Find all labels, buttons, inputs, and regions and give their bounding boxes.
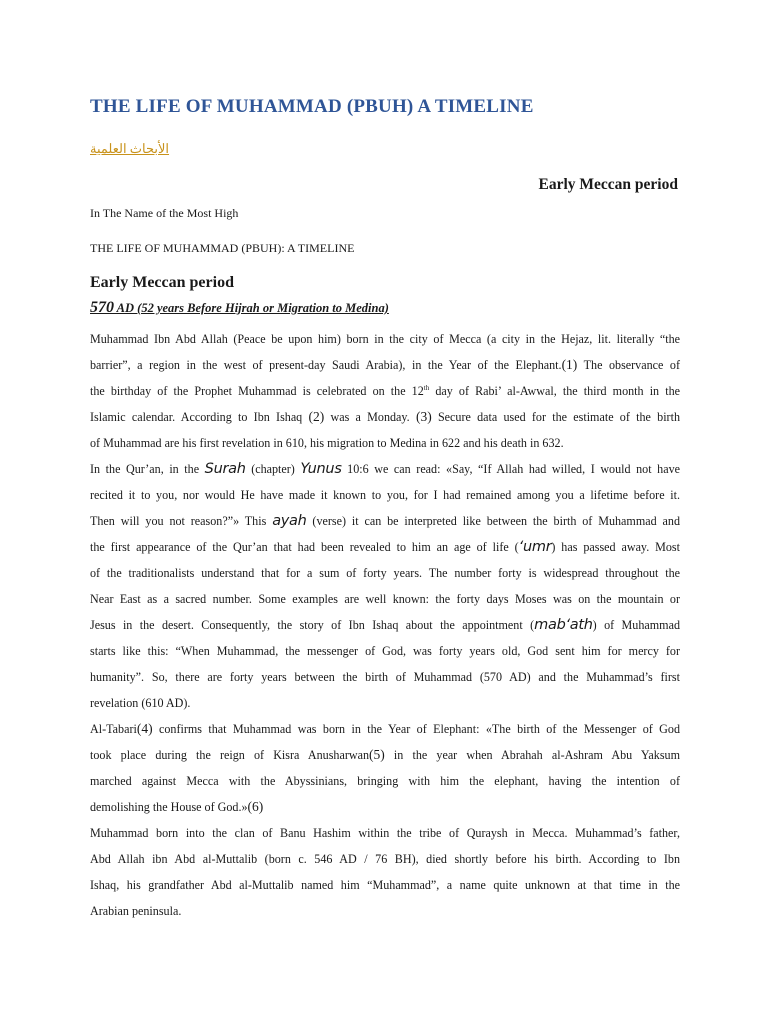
paragraph-2-line: Jesus in the desert. Consequently, the story of Ibn Ishaq about the appointment (mab‘ath) of Muhammad bbox=[90, 617, 681, 633]
paragraph-2-line: humanity”. So, there are forty years between the birth of Muhammad (570 AD) and the Muhammad’s first bbox=[90, 670, 680, 684]
paragraph-2-line: recited it to you, nor would He have made it known to you, for I had remained among you a lifetime before it. bbox=[90, 488, 680, 502]
section-heading: Early Meccan period bbox=[90, 274, 234, 291]
paragraph-2-line: In the Qur’an, in the Surah (chapter) Yunus 10:6 we can read: «Say, “If Allah had willed, I would not have bbox=[90, 461, 681, 477]
document-title: THE LIFE OF MUHAMMAD (PBUH) A TIMELINE bbox=[90, 96, 534, 117]
paragraph-2-line: of the traditionalists understand that for a sum of forty years. The number forty is widespread throughout the bbox=[90, 566, 680, 580]
subtitle-line: THE LIFE OF MUHAMMAD (PBUH): A TIMELINE bbox=[90, 241, 355, 255]
body-text bbox=[90, 326, 680, 924]
paragraph-1-line: Muhammad Ibn Abd Allah (Peace be upon him) born in the city of Mecca (a city in the Hejaz, lit. literally “the bbox=[90, 332, 680, 346]
paragraph-2-line: revelation (610 AD). bbox=[90, 696, 191, 710]
paragraphs bbox=[90, 326, 680, 924]
date-heading-year: 570 bbox=[90, 299, 114, 316]
paragraph-4-line: Arabian peninsula. bbox=[90, 904, 182, 918]
paragraph-3-line: marched against Mecca with the Abyssinians, bringing with him the elephant, having the intention of bbox=[90, 774, 680, 788]
paragraph-2-line: Then will you not reason?”» This ayah (verse) it can be interpreted like between the birth of Muhammad and bbox=[90, 513, 681, 529]
paragraph-3-line: demolishing the House of God.»(6) bbox=[90, 799, 264, 814]
paragraph-2-line: the first appearance of the Qur’an that had been revealed to him an age of life (‘umr) has passed away. Most bbox=[90, 539, 680, 555]
invocation-line: In The Name of the Most High bbox=[90, 206, 239, 220]
paragraph-1-line: of Muhammad are his first revelation in 610, his migration to Medina in 622 and his death in 632. bbox=[90, 436, 564, 450]
date-heading-rest: AD (52 years Before Hijrah or Migration to Medina) bbox=[114, 301, 389, 315]
arabic-category-link[interactable]: الأبحاث العلمية bbox=[90, 141, 170, 156]
paragraph-1-line: barrier”, a region in the west of present-day Saudi Arabia), in the Year of the Elephant.(1) The observance of bbox=[90, 357, 680, 372]
paragraph-4-line: Abd Allah ibn Abd al-Muttalib (born c. 546 AD / 76 BH), died shortly before his birth. According to Ibn bbox=[90, 852, 680, 866]
period-heading-right: Early Meccan period bbox=[538, 176, 678, 193]
paragraph-4-line: Muhammad born into the clan of Banu Hashim within the tribe of Quraysh in Mecca. Muhammad’s father, bbox=[90, 826, 680, 840]
paragraph-2-line: Near East as a sacred number. Some examples are well known: the forty days Moses was on the mountain or bbox=[90, 592, 680, 606]
paragraph-1-line: the birthday of the Prophet Muhammad is celebrated on the 12th day of Rabi’ al-Awwal, the third month in the bbox=[90, 383, 680, 398]
paragraph-3-line: took place during the reign of Kisra Anusharwan(5) in the year when Abrahah al-Ashram Abu Yaksum bbox=[90, 747, 680, 762]
paragraph-2-line: starts like this: “When Muhammad, the messenger of God, was forty years old, God sent him for mercy for bbox=[90, 644, 680, 658]
paragraph-1-line: Islamic calendar. According to Ibn Ishaq (2) was a Monday. (3) Secure data used for the estimate of the birth bbox=[90, 409, 680, 424]
paragraph-4-line: Ishaq, his grandfather Abd al-Muttalib named him “Muhammad”, a name quite unknown at that time in the bbox=[90, 878, 680, 892]
date-heading bbox=[90, 299, 389, 317]
paragraph-3-line: Al-Tabari(4) confirms that Muhammad was born in the Year of Elephant: «The birth of the Messenger of God bbox=[90, 721, 680, 736]
